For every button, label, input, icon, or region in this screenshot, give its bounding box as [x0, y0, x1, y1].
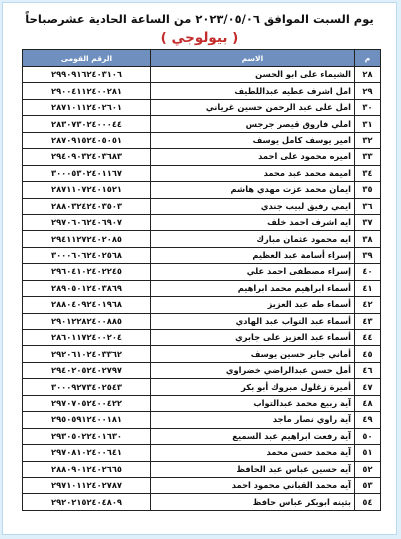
- row-serial-cell: ٤٧: [355, 379, 381, 395]
- row-name-cell: إسراء أسامة عبد العظيم: [151, 247, 355, 263]
- row-name-cell: أسماء عبد التواب عبد الهادي: [151, 313, 355, 329]
- table-row: [23, 182, 381, 198]
- column-header-serial: م: [355, 50, 381, 67]
- row-serial-cell: ٣٦: [355, 198, 381, 214]
- row-serial-cell: ٥٤: [355, 494, 381, 510]
- row-national-id-cell: ٢٨٧١١٠٧٢٤٠١٥٢١: [23, 182, 151, 198]
- row-national-id-cell: ٢٩٤٠٢٠٥٢٤٠٢٧٩٧: [23, 362, 151, 378]
- table-row: [23, 494, 381, 510]
- row-national-id-cell: ٢٨٧٠٩١٥٢٤٠٥٠٥١: [23, 132, 151, 148]
- row-national-id-cell: ٢٨٨٠٤٠٩٢٤٠١٩٦٨: [23, 297, 151, 313]
- table-body: [23, 67, 381, 511]
- row-name-cell: ايمان محمد عزت مهدي هاشم: [151, 182, 355, 198]
- row-national-id-cell: ٣٠٠٠٦٠٦٢٤٠٢٥٦٨: [23, 247, 151, 263]
- row-serial-cell: ٤٢: [355, 297, 381, 313]
- document-page: [2, 2, 397, 535]
- row-serial-cell: ٥٢: [355, 461, 381, 477]
- row-serial-cell: ٣٤: [355, 165, 381, 181]
- row-name-cell: امير يوسف كامل يوسف: [151, 132, 355, 148]
- table-row: [23, 445, 381, 461]
- table-row: [23, 198, 381, 214]
- table-row: [23, 313, 381, 329]
- subject-label: ( بيولوجي ): [160, 30, 239, 46]
- table-row: [23, 412, 381, 428]
- row-serial-cell: ٣١: [355, 116, 381, 132]
- row-serial-cell: ٤٦: [355, 362, 381, 378]
- table-row: [23, 428, 381, 444]
- row-serial-cell: ٤١: [355, 280, 381, 296]
- row-serial-cell: ٣٠: [355, 99, 381, 115]
- row-serial-cell: ٣٧: [355, 214, 381, 230]
- row-name-cell: ايمي رفيق لبيب جندي: [151, 198, 355, 214]
- column-header-national-id: الرقم القومى: [23, 50, 151, 67]
- row-national-id-cell: ٢٩٤١١٢٧٢٤٠٢٠٨٥: [23, 231, 151, 247]
- row-name-cell: اميره محمود على احمد: [151, 149, 355, 165]
- row-name-cell: إسراء مصطفى احمد علي: [151, 264, 355, 280]
- row-national-id-cell: ٢٩٩٠٩١٦٢٤٠٣١٠٦: [23, 67, 151, 83]
- row-name-cell: آية راوي نصار ماجد: [151, 412, 355, 428]
- row-national-id-cell: ٢٨٨٠٩٠١٢٤٠٢٦٦٥: [23, 461, 151, 477]
- row-serial-cell: ٤٨: [355, 395, 381, 411]
- table-row: [23, 330, 381, 346]
- row-national-id-cell: ٢٩٤٠٩٠٣٢٤٠٣٦٨٣: [23, 149, 151, 165]
- table-row: [23, 165, 381, 181]
- row-national-id-cell: ٢٩٦٠٤١٠٢٤٠٢٢٤٥: [23, 264, 151, 280]
- row-national-id-cell: ٢٨٣٠٧٣٠٢٤٠٠٠٤٤: [23, 116, 151, 132]
- row-serial-cell: ٤٣: [355, 313, 381, 329]
- row-name-cell: اميمة محمد عبد محمد: [151, 165, 355, 181]
- row-serial-cell: ٤٠: [355, 264, 381, 280]
- table-row: [23, 346, 381, 362]
- table-row: [23, 264, 381, 280]
- row-serial-cell: ٤٥: [355, 346, 381, 362]
- table-row: [23, 461, 381, 477]
- row-name-cell: أسماء ابراهيم محمد ابراهيم: [151, 280, 355, 296]
- row-national-id-cell: ٢٩٥٠٥٩١٢٤٠٠١٨١: [23, 412, 151, 428]
- row-national-id-cell: ٢٩٢٠٦١٠٢٤٠٣٣٦٢: [23, 346, 151, 362]
- table-row: [23, 247, 381, 263]
- row-national-id-cell: ٣٠٠٠٥٣٠٢٤٠١١٦٧: [23, 165, 151, 181]
- row-name-cell: أميرة زغلول مبروك أبو بكر: [151, 379, 355, 395]
- table-row: [23, 362, 381, 378]
- row-name-cell: أسماء طه عبد العزيز: [151, 297, 355, 313]
- row-national-id-cell: ٢٩٠١٢٢٨٢٤٠٠٨٨٥: [23, 313, 151, 329]
- table-row: [23, 477, 381, 493]
- column-header-name: الاسم: [151, 50, 355, 67]
- row-serial-cell: ٣٥: [355, 182, 381, 198]
- table-row: [23, 116, 381, 132]
- row-serial-cell: ٥٣: [355, 477, 381, 493]
- page-title: يوم السبت الموافق ٢٠٢٣/٠٥/٠٦ من الساعة الحادية عشرصباحاً: [25, 12, 374, 26]
- row-national-id-cell: ٢٨٨٠٣٢٤٢٤٠٣٥٠٣: [23, 198, 151, 214]
- row-national-id-cell: ٢٩٧٠٧٠٥٢٤٠٠٤٢٢: [23, 395, 151, 411]
- row-name-cell: امل على عبد الرحمن حسين غرياني: [151, 99, 355, 115]
- row-serial-cell: ٣٩: [355, 247, 381, 263]
- table-row: [23, 149, 381, 165]
- students-table: [22, 49, 381, 511]
- row-national-id-cell: ٢٩٣٠٥٠٢٢٤٠١٦٣٠: [23, 428, 151, 444]
- row-name-cell: آية محمد حسن محمد: [151, 445, 355, 461]
- table-row: [23, 67, 381, 83]
- table-row: [23, 395, 381, 411]
- row-name-cell: آيه حسين عباس عبد الحافظ: [151, 461, 355, 477]
- row-national-id-cell: ٣٠٠٠٩٢٧٣٤٠٢٥٤٣: [23, 379, 151, 395]
- row-name-cell: امل اشرف عطيه عبداللطيف: [151, 83, 355, 99]
- table-row: [23, 83, 381, 99]
- row-name-cell: أماني جابر حسين يوسف: [151, 346, 355, 362]
- row-name-cell: ايه اشرف احمد خلف: [151, 214, 355, 230]
- row-serial-cell: ٣٢: [355, 132, 381, 148]
- row-name-cell: ايه محمود عثمان مبارك: [151, 231, 355, 247]
- table-row: [23, 379, 381, 395]
- row-national-id-cell: ٢٩٧٠٦٠٦٢٤٠٦٩٠٧: [23, 214, 151, 230]
- row-national-id-cell: ٢٨٦٠١١٧٢٤٠٠٢٠٤: [23, 330, 151, 346]
- table-row: [23, 214, 381, 230]
- row-name-cell: الشيماء على ابو الحسن: [151, 67, 355, 83]
- table-row: [23, 99, 381, 115]
- row-serial-cell: ٥٠: [355, 428, 381, 444]
- row-name-cell: آية ربيع محمد عبدالتواب: [151, 395, 355, 411]
- table-header-row: [23, 50, 381, 67]
- row-serial-cell: ٤٤: [355, 330, 381, 346]
- table-row: [23, 132, 381, 148]
- row-national-id-cell: ٢٨٩٠٥٠١٢٤٠٣٨٦٩: [23, 280, 151, 296]
- row-serial-cell: ٢٩: [355, 83, 381, 99]
- row-national-id-cell: ٢٩٢٠٢١٥٢٤٠٤٨٠٩: [23, 494, 151, 510]
- row-serial-cell: ٥١: [355, 445, 381, 461]
- row-national-id-cell: ٢٩٧٠٨١٠٢٤٠٠٦٤١: [23, 445, 151, 461]
- row-national-id-cell: ٢٩٧١٠١١٢٤٠٢٧٨٧: [23, 477, 151, 493]
- row-national-id-cell: ٢٨٧١٠١١٢٤٠٢٦٠١: [23, 99, 151, 115]
- table-row: [23, 297, 381, 313]
- row-serial-cell: ٢٨: [355, 67, 381, 83]
- row-national-id-cell: ٢٩٠٠٤١١٢٤٠٠٢٨١: [23, 83, 151, 99]
- row-serial-cell: ٣٨: [355, 231, 381, 247]
- row-name-cell: أمل حسن عبدالراضي خضراوي: [151, 362, 355, 378]
- row-name-cell: أسماء عبد العزيز على جابري: [151, 330, 355, 346]
- row-name-cell: آيه محمد القباني محمود احمد: [151, 477, 355, 493]
- table-row: [23, 280, 381, 296]
- row-name-cell: املي فاروق قيصر جرجس: [151, 116, 355, 132]
- row-name-cell: آية رفعت ابراهيم عبد السميع: [151, 428, 355, 444]
- row-name-cell: بثينه ابوبكر عباس حافظ: [151, 494, 355, 510]
- row-serial-cell: ٣٣: [355, 149, 381, 165]
- table-row: [23, 231, 381, 247]
- row-serial-cell: ٤٩: [355, 412, 381, 428]
